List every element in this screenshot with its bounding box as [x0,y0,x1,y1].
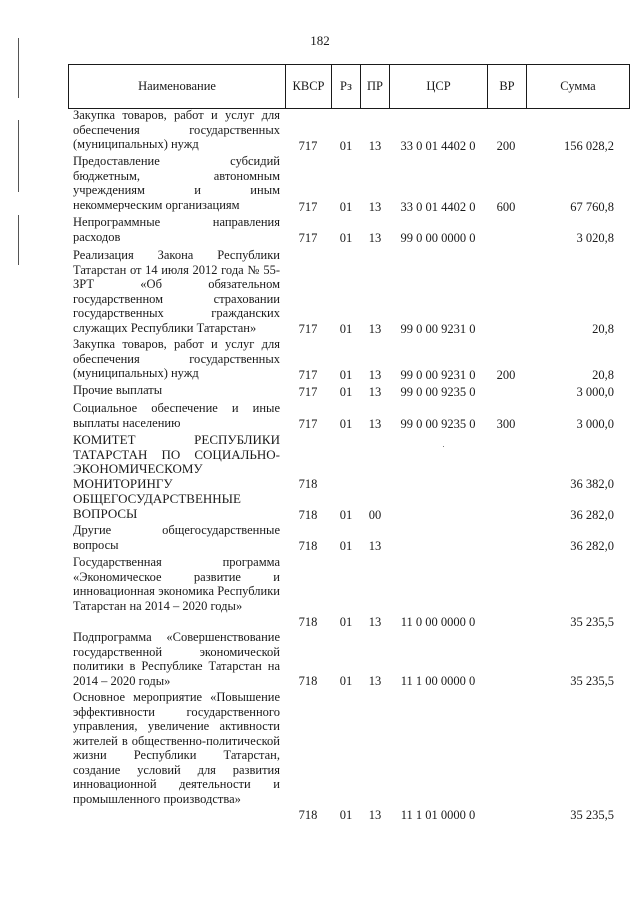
table-row [0,555,640,629]
row-csr: 99 0 00 9235 0 [400,416,476,431]
header-vr: ВР [488,65,527,109]
row-rz: 01 [339,367,353,382]
row-name: Закупка товаров, работ и услуг для обеспечения государственных (муниципальных) нужд [73,108,280,151]
row-rz: 01 [339,384,353,399]
header-kvsr: КВСР [286,65,332,109]
row-rz: 01 [339,614,353,629]
row-pr: 00 [368,507,382,522]
row-name: Подпрограмма «Совершенствование государственной экономической политики в Республике Татарстан на 2014 – 2020 годы» [73,630,280,688]
row-kvsr: 717 [298,199,318,214]
row-name: Прочие выплаты [73,383,163,397]
row-pr: 13 [368,367,382,382]
row-csr: 33 0 01 4402 0 [400,199,476,214]
row-rz: 01 [339,199,353,214]
header-csr: ЦСР [390,65,488,109]
row-csr: 11 1 01 0000 0 [400,807,476,822]
row-kvsr: 717 [298,230,318,245]
row-kvsr: 718 [298,807,318,822]
table-row [0,337,640,382]
row-vr: 600 [496,199,516,214]
row-name: Другие общегосударственные вопросы [73,523,280,552]
table-row [0,492,640,522]
row-sum: 36 282,0 [570,507,614,522]
header-name: Наименование [69,65,286,109]
row-name: Государственная программа «Экономическое развитие и инновационная экономика Республики Татарстан на 2014 – 2020 годы» [73,555,280,613]
table-row [0,433,640,491]
row-csr: 99 0 00 9231 0 [400,367,476,382]
row-kvsr: 717 [298,416,318,431]
row-sum: 35 235,5 [570,614,614,629]
row-rz: 01 [339,416,353,431]
row-sum: 3 000,0 [576,416,614,431]
row-name: Закупка товаров, работ и услуг для обеспечения государственных (муниципальных) нужд [73,337,280,380]
row-pr: 13 [368,614,382,629]
row-kvsr: 717 [298,384,318,399]
row-rz: 01 [339,538,353,553]
row-sum: 35 235,5 [570,807,614,822]
row-sum: 156 028,2 [564,138,614,153]
row-pr: 13 [368,673,382,688]
row-rz: 01 [339,673,353,688]
row-rz: 01 [339,138,353,153]
row-name: Предоставление субсидий бюджетным, автономным учреждениям и иным некоммерческим организациям [73,154,280,212]
scan-speck [443,446,444,447]
row-csr: 33 0 01 4402 0 [400,138,476,153]
row-pr: 13 [368,807,382,822]
row-name: КОМИТЕТ РЕСПУБЛИКИ ТАТАРСТАН ПО СОЦИАЛЬНО-ЭКОНОМИЧЕСКОМУ МОНИТОРИНГУ [73,432,280,491]
row-csr: 99 0 00 0000 0 [400,230,476,245]
row-csr: 99 0 00 9235 0 [400,384,476,399]
row-pr: 13 [368,321,382,336]
table-row [0,108,640,153]
row-pr: 13 [368,230,382,245]
row-sum: 3 000,0 [576,384,614,399]
row-rz: 01 [339,321,353,336]
row-sum: 36 382,0 [570,476,614,491]
row-vr: 200 [496,138,516,153]
row-pr: 13 [368,384,382,399]
row-sum: 36 282,0 [570,538,614,553]
table-row [0,215,640,245]
table-row [0,383,640,399]
row-kvsr: 717 [298,321,318,336]
row-name: Социальное обеспечение и иные выплаты населению [73,401,280,430]
row-name: Основное мероприятие «Повышение эффективности государственного управления, увеличение активности жителей в общественно-политической жизни Республики Татарстан, создание условий для развития инновационной деятельности и промышленного производства» [73,690,280,806]
row-name: ОБЩЕГОСУДАРСТВЕННЫЕ ВОПРОСЫ [73,491,241,521]
row-name: Непрограммные направления расходов [73,215,280,244]
row-pr: 13 [368,138,382,153]
row-kvsr: 717 [298,138,318,153]
row-kvsr: 718 [298,538,318,553]
header-rz: Рз [332,65,361,109]
row-rz: 01 [339,507,353,522]
row-sum: 20,8 [592,321,614,336]
table-row [0,248,640,336]
table-row [0,690,640,822]
table-row [0,401,640,431]
row-sum: 35 235,5 [570,673,614,688]
row-kvsr: 717 [298,367,318,382]
row-vr: 200 [496,367,516,382]
row-sum: 67 760,8 [570,199,614,214]
row-name: Реализация Закона Республики Татарстан от 14 июля 2012 года № 55-ЗРТ «Об обязательном государственном страховании государственных гражданских служащих Республики Татарстан» [73,248,280,335]
row-kvsr: 718 [298,614,318,629]
row-pr: 13 [368,199,382,214]
row-csr: 99 0 00 9231 0 [400,321,476,336]
row-kvsr: 718 [298,476,318,491]
row-pr: 13 [368,416,382,431]
table-row [0,154,640,214]
row-sum: 3 020,8 [576,230,614,245]
row-pr: 13 [368,538,382,553]
page-number: 182 [310,33,330,48]
row-csr: 11 0 00 0000 0 [400,614,476,629]
table-row [0,630,640,688]
row-rz: 01 [339,230,353,245]
row-kvsr: 718 [298,507,318,522]
row-kvsr: 718 [298,673,318,688]
row-csr: 11 1 00 0000 0 [400,673,476,688]
header-sum: Сумма [527,65,630,109]
row-sum: 20,8 [592,367,614,382]
row-vr: 300 [496,416,516,431]
table-row [0,523,640,553]
header-pr: ПР [361,65,390,109]
row-rz: 01 [339,807,353,822]
